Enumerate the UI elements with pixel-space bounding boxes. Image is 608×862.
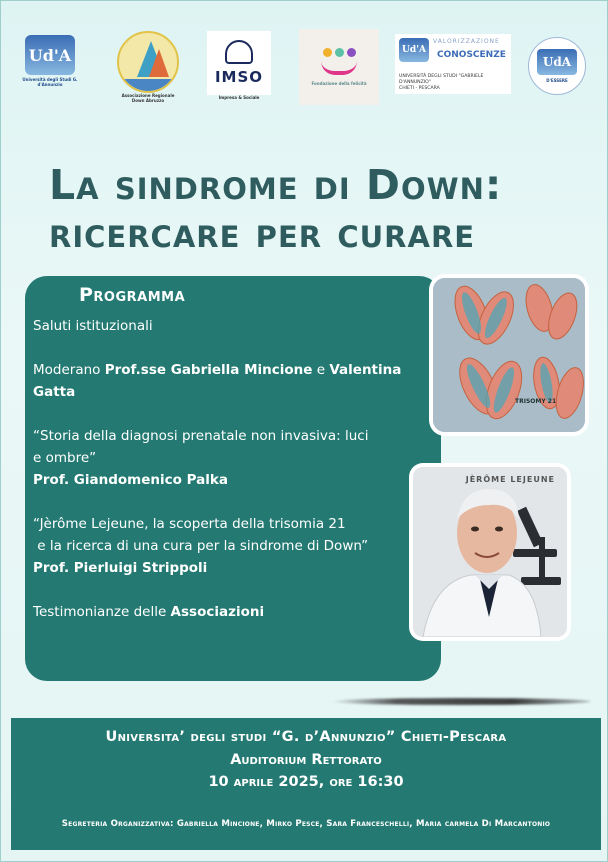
moderano-name-2a: Valentina: [329, 362, 402, 378]
lejeune-portrait: [409, 463, 571, 641]
testimonianze-prefix: Testimonianze delle: [33, 604, 171, 620]
associazione-down-abruzzo-logo: [114, 31, 182, 113]
talk1-title-line2: e ombre”: [33, 450, 97, 466]
footer-university: Universita’ degli studi “G. d’Annunzio” Chieti-Pescara: [105, 729, 507, 745]
handshake-heart-icon: [225, 40, 253, 64]
talk2-title-line2: e la ricerca di una cura per la sindrome di Down”: [33, 538, 369, 554]
val-uda-mark: Ud'A: [399, 38, 429, 62]
uda-round-caption: D'ESSERE: [546, 78, 568, 83]
talk1-speaker: [33, 469, 413, 491]
footer-secretariat: Segreteria Organizzativa: Gabriella Mincione, Mirko Pesce, Sara Franceschelli, Maria carmela Di Marcantonio: [61, 819, 551, 829]
chromosome-illustration: [433, 278, 585, 432]
program-moderano-cont: [33, 381, 413, 403]
talk1-title-line1: “Storia della diagnosi prenatale non invasiva: luci: [33, 428, 369, 444]
moderano-name-2b: Gatta: [33, 384, 76, 400]
val-sub: [399, 74, 511, 92]
title-line-1: La sindrome di Down:: [49, 161, 503, 209]
decorative-shadow: [331, 698, 591, 705]
testimonianze-bold: Associazioni: [170, 604, 265, 620]
talk1-speaker-name: Prof. Giandomenico Palka: [33, 472, 228, 488]
fondazione-logo: [299, 29, 379, 105]
sailboat-icon: [117, 31, 179, 93]
imso-logo: [206, 31, 272, 113]
uda-round-logo: [527, 37, 587, 101]
val-sub-line2: CHIETI - PESCARA: [399, 86, 440, 91]
uda-logo-mark: Ud'A: [25, 35, 75, 75]
moderano-prefix: Moderano: [33, 362, 105, 378]
chromosome-label: TRISOMY 21: [515, 398, 557, 405]
uda-round-mark: UdA: [537, 49, 577, 75]
valorizzazione-conoscenze-logo: [395, 34, 511, 94]
associazione-caption-line2: Down Abruzzo: [131, 98, 165, 103]
portrait-caption: JÈRÔME LEJEUNE: [465, 475, 555, 484]
val-cono: CONOSCENZE: [437, 50, 506, 60]
val-word: VALORIZZAZIONE: [433, 38, 500, 45]
program-saluti: Saluti istituzionali: [33, 318, 153, 334]
imso-logo-caption: Impresa & Sociale: [218, 95, 260, 100]
smile-icon: [321, 61, 357, 75]
fondazione-caption: Fondazione della felicità: [311, 81, 367, 86]
footer-venue: Auditorium Rettorato: [230, 752, 382, 768]
associazione-caption-line1: Associazione Regionale: [121, 93, 175, 98]
talk2-title-line1: “Jèrôme Lejeune, la scoperta della trisomia 21: [33, 516, 346, 532]
imso-logo-mark: IMSO: [214, 68, 264, 86]
title-line-2: ricercare per curare: [49, 209, 476, 257]
talk2-speaker-name: Prof. Pierluigi Strippoli: [33, 560, 208, 576]
program-testimonianze: [33, 601, 413, 623]
chromosome-image: [429, 274, 589, 436]
footer-date: 10 aprile 2025, ore 16:30: [208, 774, 404, 790]
val-sub-line1: UNIVERSITÀ DEGLI STUDI "GABRIELE D'ANNUNZIO": [399, 74, 484, 85]
moderano-name-1: Prof.sse Gabriella Mincione: [104, 362, 313, 378]
program-body: [33, 315, 413, 623]
program-heading: Programma: [79, 284, 186, 306]
talk2-speaker: [33, 557, 413, 579]
uda-logo-caption: Università degli Studi G. d'Annunzio: [22, 77, 78, 87]
event-title: [49, 161, 569, 257]
moderano-and: e: [312, 362, 330, 378]
program-moderano: [33, 359, 413, 381]
uda-logo: [19, 35, 81, 99]
smiley-dots-icon: [323, 48, 356, 57]
portrait-illustration: [413, 467, 567, 637]
